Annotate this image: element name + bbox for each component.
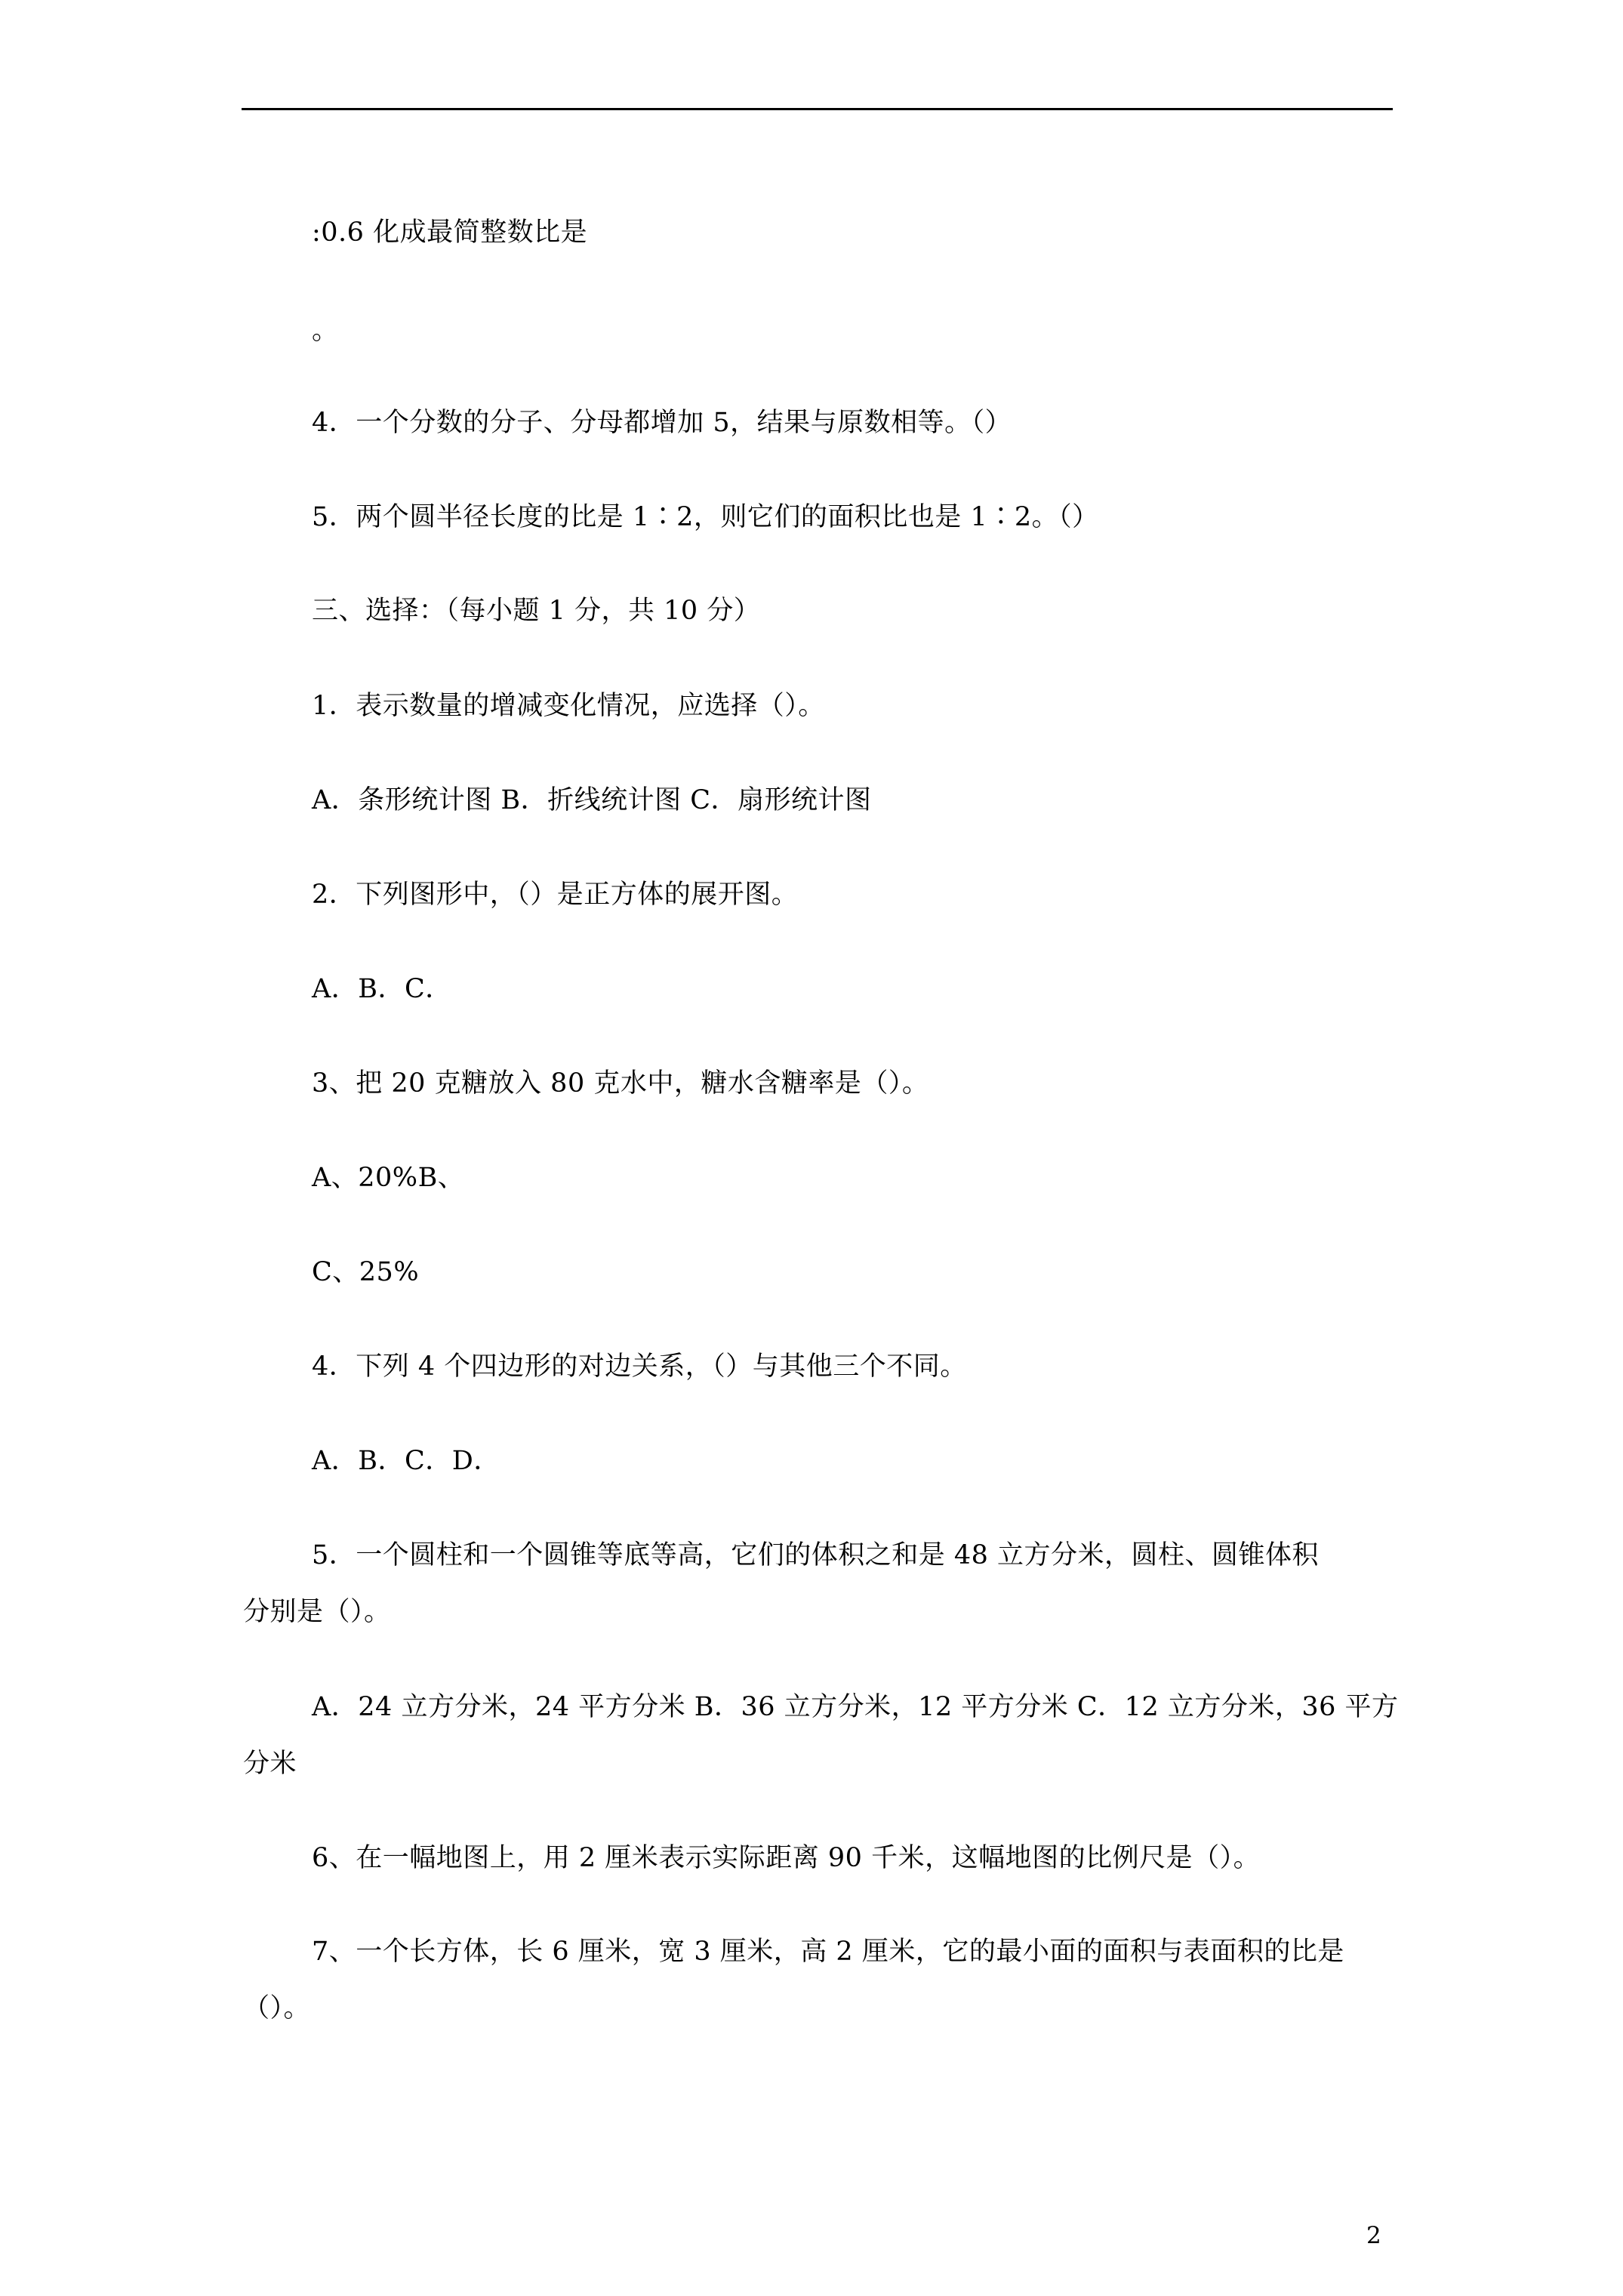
choice-question-7-line-1: 7、一个长方体，长 6 厘米，宽 3 厘米，高 2 厘米，它的最小面的面积与表面积的比是	[312, 1937, 1344, 1967]
choice-question-3-option-c: C、25%	[312, 1257, 420, 1287]
choice-question-7-line-2: （）。	[243, 1993, 311, 2023]
choice-question-6: 6、在一幅地图上，用 2 厘米表示实际距离 90 千米，这幅地图的比例尺是（）。	[312, 1843, 1261, 1873]
page-number: 2	[1366, 2222, 1381, 2249]
judgement-question-5: 5．两个圆半径长度的比是 1∶2，则它们的面积比也是 1∶2。（）	[312, 502, 1099, 532]
choice-question-1: 1．表示数量的增减变化情况，应选择（）。	[312, 691, 825, 721]
choice-question-4-options: A．B．C．D．	[312, 1446, 500, 1476]
choice-question-3-options-ab: A、20%B、	[312, 1163, 465, 1193]
judgement-question-4: 4．一个分数的分子、分母都增加 5，结果与原数相等。（）	[312, 408, 1012, 438]
section-heading-choice: 三、选择：（每小题 1 分，共 10 分）	[312, 596, 761, 626]
choice-question-5-line-2: 分别是（）。	[243, 1597, 391, 1627]
choice-question-1-options: A．条形统计图 B．折线统计图 C．扇形统计图	[312, 785, 872, 815]
choice-question-5-options-line-2: 分米	[243, 1749, 297, 1779]
answer-blank-period: 。	[312, 316, 339, 346]
choice-question-5-options-line-1: A．24 立方分米，24 平方分米 B．36 立方分米，12 平方分米 C．12 立方分米，36 平方	[312, 1692, 1399, 1722]
choice-question-2: 2．下列图形中，（）是正方体的展开图。	[312, 880, 799, 910]
choice-question-3: 3、把 20 克糖放入 80 克水中，糖水含糖率是（）。	[312, 1068, 929, 1099]
choice-question-4: 4．下列 4 个四边形的对边关系，（）与其他三个不同。	[312, 1351, 967, 1382]
choice-question-2-options: A．B．C．	[312, 974, 452, 1004]
choice-question-5-line-1: 5．一个圆柱和一个圆锥等底等高，它们的体积之和是 48 立方分米，圆柱、圆锥体积	[312, 1540, 1320, 1570]
question-fragment-ratio: :0.6 化成最简整数比是	[312, 217, 588, 248]
